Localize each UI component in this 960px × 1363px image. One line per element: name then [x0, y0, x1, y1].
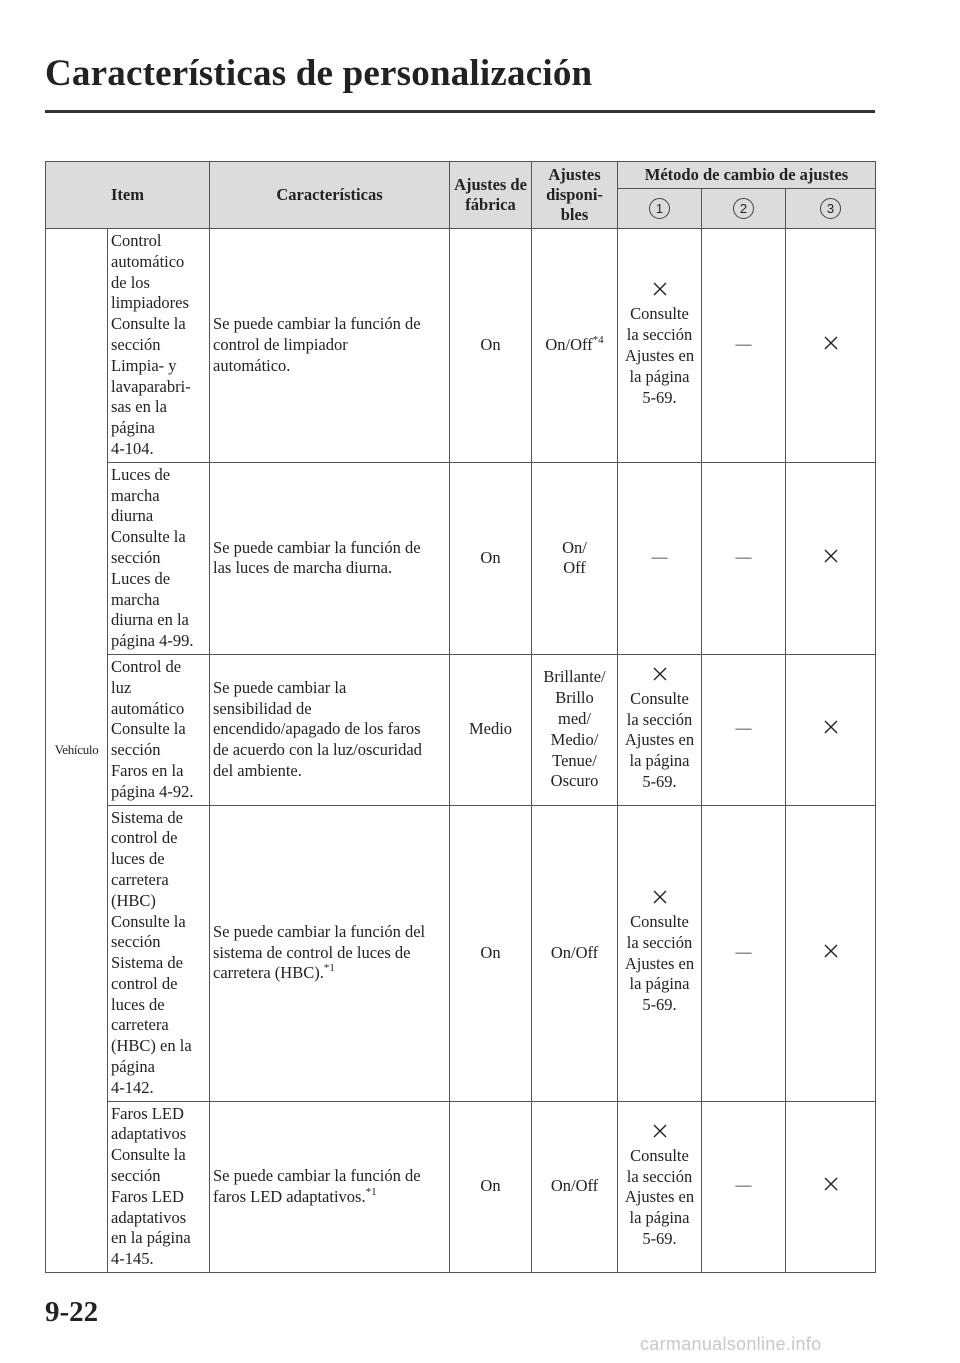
- reference-line: Ajustes en: [624, 730, 695, 750]
- item-cell: [108, 654, 210, 805]
- available-value: Brillo: [555, 688, 594, 708]
- item-line: Luces de: [111, 464, 171, 484]
- customization-table: [45, 161, 876, 1273]
- method-3-cell: [786, 462, 876, 654]
- item-line: Control de: [111, 656, 182, 676]
- cross-icon: [824, 549, 838, 563]
- header-method-1: [618, 189, 702, 229]
- item-cell: [108, 229, 210, 463]
- page-number: 9-22: [45, 1296, 99, 1328]
- circled-number-1-icon: 1: [649, 198, 670, 219]
- description-cell: [210, 462, 450, 654]
- item-line: marcha: [111, 589, 160, 609]
- page-title: Características de personalización: [45, 53, 593, 94]
- table-row: [46, 805, 876, 1101]
- description-line: Se puede cambiar la: [213, 677, 347, 697]
- reference-line: la sección: [626, 932, 693, 952]
- item-line: adaptativos: [111, 1124, 187, 1144]
- item-line: control de: [111, 973, 178, 993]
- available-value: med/: [558, 708, 591, 728]
- available-value: Oscuro: [550, 771, 599, 791]
- reference-line: 5-69.: [642, 995, 677, 1015]
- description-line: control de limpiador: [213, 334, 348, 354]
- item-line: carretera: [111, 869, 169, 889]
- item-line: Control: [111, 231, 162, 250]
- description-line: Se puede cambiar la función de: [213, 1166, 421, 1186]
- header-features: Características: [210, 162, 450, 229]
- method-3-cell: [786, 805, 876, 1101]
- factory-setting-cell: On: [450, 462, 532, 654]
- available-value: On/: [562, 537, 587, 557]
- method-2-cell: —: [702, 1101, 786, 1272]
- factory-setting-cell: On: [450, 805, 532, 1101]
- item-line: 4-145.: [111, 1249, 154, 1269]
- item-cell: [108, 462, 210, 654]
- method-1-cell: [618, 654, 702, 805]
- method-1-cell: [618, 229, 702, 463]
- factory-setting-cell: On: [450, 1101, 532, 1272]
- circled-number-2-icon: 2: [733, 198, 754, 219]
- available-settings-cell: On/Off: [532, 1101, 618, 1272]
- item-line: Consulte la: [111, 527, 186, 547]
- reference-line: la página: [629, 1208, 690, 1228]
- cross-icon: [653, 667, 667, 681]
- cross-icon: [824, 944, 838, 958]
- reference-line: Ajustes en: [624, 345, 695, 365]
- reference-line: la sección: [626, 709, 693, 729]
- reference-line: la sección: [626, 325, 693, 345]
- method-3-cell: [786, 229, 876, 463]
- factory-setting-cell: On: [450, 229, 532, 463]
- method-2-cell: —: [702, 654, 786, 805]
- description-cell: [210, 229, 450, 463]
- available-settings-cell: [532, 654, 618, 805]
- header-change-method: Método de cambio de ajustes: [618, 162, 876, 189]
- header-available-line-2: disponi-: [546, 185, 603, 204]
- item-line: limpiadores: [111, 293, 189, 313]
- footnote-ref: *4: [592, 333, 604, 346]
- title-rule: [45, 110, 875, 113]
- footnote-ref: *1: [323, 962, 335, 975]
- cross-icon: [653, 890, 667, 904]
- factory-setting-cell: Medio: [450, 654, 532, 805]
- item-line: página 4-92.: [111, 781, 194, 801]
- item-line: sección: [111, 1166, 161, 1186]
- description-line: de acuerdo con la luz/oscuridad: [213, 740, 422, 760]
- cross-icon: [824, 336, 838, 350]
- item-line: sas en la: [111, 397, 167, 417]
- cross-icon: [824, 1177, 838, 1191]
- header-factory-line-2: fábrica: [465, 195, 516, 214]
- description-line: carretera (HBC).: [213, 963, 324, 983]
- available-settings-cell: [532, 462, 618, 654]
- description-line: sistema de control de luces de: [213, 942, 411, 962]
- item-line: (HBC) en la: [111, 1036, 192, 1056]
- available-value: Brillante/: [543, 667, 606, 687]
- item-line: lavaparabri-: [111, 376, 191, 396]
- reference-line: Consulte: [630, 912, 689, 932]
- item-line: sección: [111, 740, 161, 760]
- table-row: [46, 462, 876, 654]
- item-line: control de: [111, 828, 178, 848]
- header-available-line-1: Ajustes: [548, 165, 601, 184]
- item-line: luces de: [111, 849, 165, 869]
- method-3-cell: [786, 1101, 876, 1272]
- item-line: sección: [111, 932, 161, 952]
- description-line: Se puede cambiar la función de: [213, 314, 421, 334]
- description-cell: [210, 1101, 450, 1272]
- item-line: Consulte la: [111, 719, 186, 739]
- reference-line: la página: [629, 366, 690, 386]
- item-line: Sistema de: [111, 807, 183, 827]
- group-label-vehicle: Vehículo: [46, 229, 108, 1273]
- method-2-cell: —: [702, 805, 786, 1101]
- description-line: faros LED adaptativos.: [213, 1186, 366, 1206]
- reference-line: 5-69.: [642, 387, 677, 407]
- table-row: [46, 229, 876, 463]
- item-line: (HBC): [111, 890, 156, 910]
- item-line: Luces de: [111, 568, 171, 588]
- description-line: sensibilidad de: [213, 698, 312, 718]
- item-line: página 4-99.: [111, 631, 194, 651]
- header-factory-settings: [450, 162, 532, 229]
- header-available-line-3: bles: [560, 205, 589, 224]
- available-value: Tenue/: [552, 750, 597, 770]
- item-line: Faros LED: [111, 1186, 184, 1206]
- cross-icon: [824, 720, 838, 734]
- item-line: luz: [111, 677, 132, 697]
- description-line: Se puede cambiar la función de: [213, 537, 421, 557]
- item-line: carretera: [111, 1015, 169, 1035]
- available-value: Off: [563, 558, 586, 578]
- reference-line: la página: [629, 974, 690, 994]
- item-line: página: [111, 418, 155, 438]
- item-line: de los: [111, 272, 150, 292]
- reference-line: la página: [629, 751, 690, 771]
- item-line: luces de: [111, 994, 165, 1014]
- reference-line: Ajustes en: [624, 1187, 695, 1207]
- header-method-2: [702, 189, 786, 229]
- header-item: Item: [46, 162, 210, 229]
- item-line: Faros LED: [111, 1103, 184, 1123]
- available-value: Medio/: [550, 729, 599, 749]
- description-line: Se puede cambiar la función del: [213, 921, 426, 941]
- item-line: Consulte la: [111, 911, 186, 931]
- description-line: encendido/apagado de los faros: [213, 719, 421, 739]
- method-1-cell: [618, 1101, 702, 1272]
- item-line: sección: [111, 547, 161, 567]
- reference-line: Consulte: [630, 688, 689, 708]
- available-settings-cell: On/Off: [532, 805, 618, 1101]
- circled-number-3-icon: 3: [820, 198, 841, 219]
- item-line: 4-142.: [111, 1077, 154, 1097]
- item-line: 4-104.: [111, 438, 154, 458]
- item-line: Consulte la: [111, 1145, 186, 1165]
- item-line: sección: [111, 334, 161, 354]
- method-2-cell: —: [702, 229, 786, 463]
- header-available-settings: [532, 162, 618, 229]
- description-cell: [210, 654, 450, 805]
- description-cell: [210, 805, 450, 1101]
- reference-line: Ajustes en: [624, 953, 695, 973]
- item-line: adaptativos: [111, 1207, 187, 1227]
- item-line: página: [111, 1057, 155, 1077]
- method-3-cell: [786, 654, 876, 805]
- cross-icon: [653, 282, 667, 296]
- item-line: marcha: [111, 485, 160, 505]
- table-row: [46, 1101, 876, 1272]
- method-2-cell: —: [702, 462, 786, 654]
- header-method-3: [786, 189, 876, 229]
- reference-line: 5-69.: [642, 1229, 677, 1249]
- reference-line: la sección: [626, 1166, 693, 1186]
- description-line: del ambiente.: [213, 760, 302, 780]
- method-1-cell: [618, 805, 702, 1101]
- description-line: las luces de marcha diurna.: [213, 558, 393, 578]
- item-line: Sistema de: [111, 953, 183, 973]
- cross-icon: [653, 1124, 667, 1138]
- reference-line: Consulte: [630, 1145, 689, 1165]
- reference-line: Consulte: [630, 304, 689, 324]
- item-line: Consulte la: [111, 314, 186, 334]
- available-settings-cell: [532, 229, 618, 463]
- method-1-cell: —: [618, 462, 702, 654]
- footnote-ref: *1: [365, 1185, 377, 1198]
- watermark: carmanualsonline.info: [640, 1334, 822, 1354]
- table-row: [46, 654, 876, 805]
- item-line: automático: [111, 698, 185, 718]
- item-line: Limpia- y: [111, 355, 177, 375]
- item-cell: [108, 1101, 210, 1272]
- item-line: diurna: [111, 506, 154, 526]
- reference-line: 5-69.: [642, 771, 677, 791]
- item-line: automático: [111, 251, 185, 271]
- description-line: automático.: [213, 355, 291, 375]
- header-factory-line-1: Ajustes de: [454, 175, 527, 194]
- available-value: On/Off: [545, 334, 593, 354]
- item-line: en la página: [111, 1228, 191, 1248]
- item-cell: [108, 805, 210, 1101]
- item-line: Faros en la: [111, 760, 184, 780]
- item-line: diurna en la: [111, 610, 189, 630]
